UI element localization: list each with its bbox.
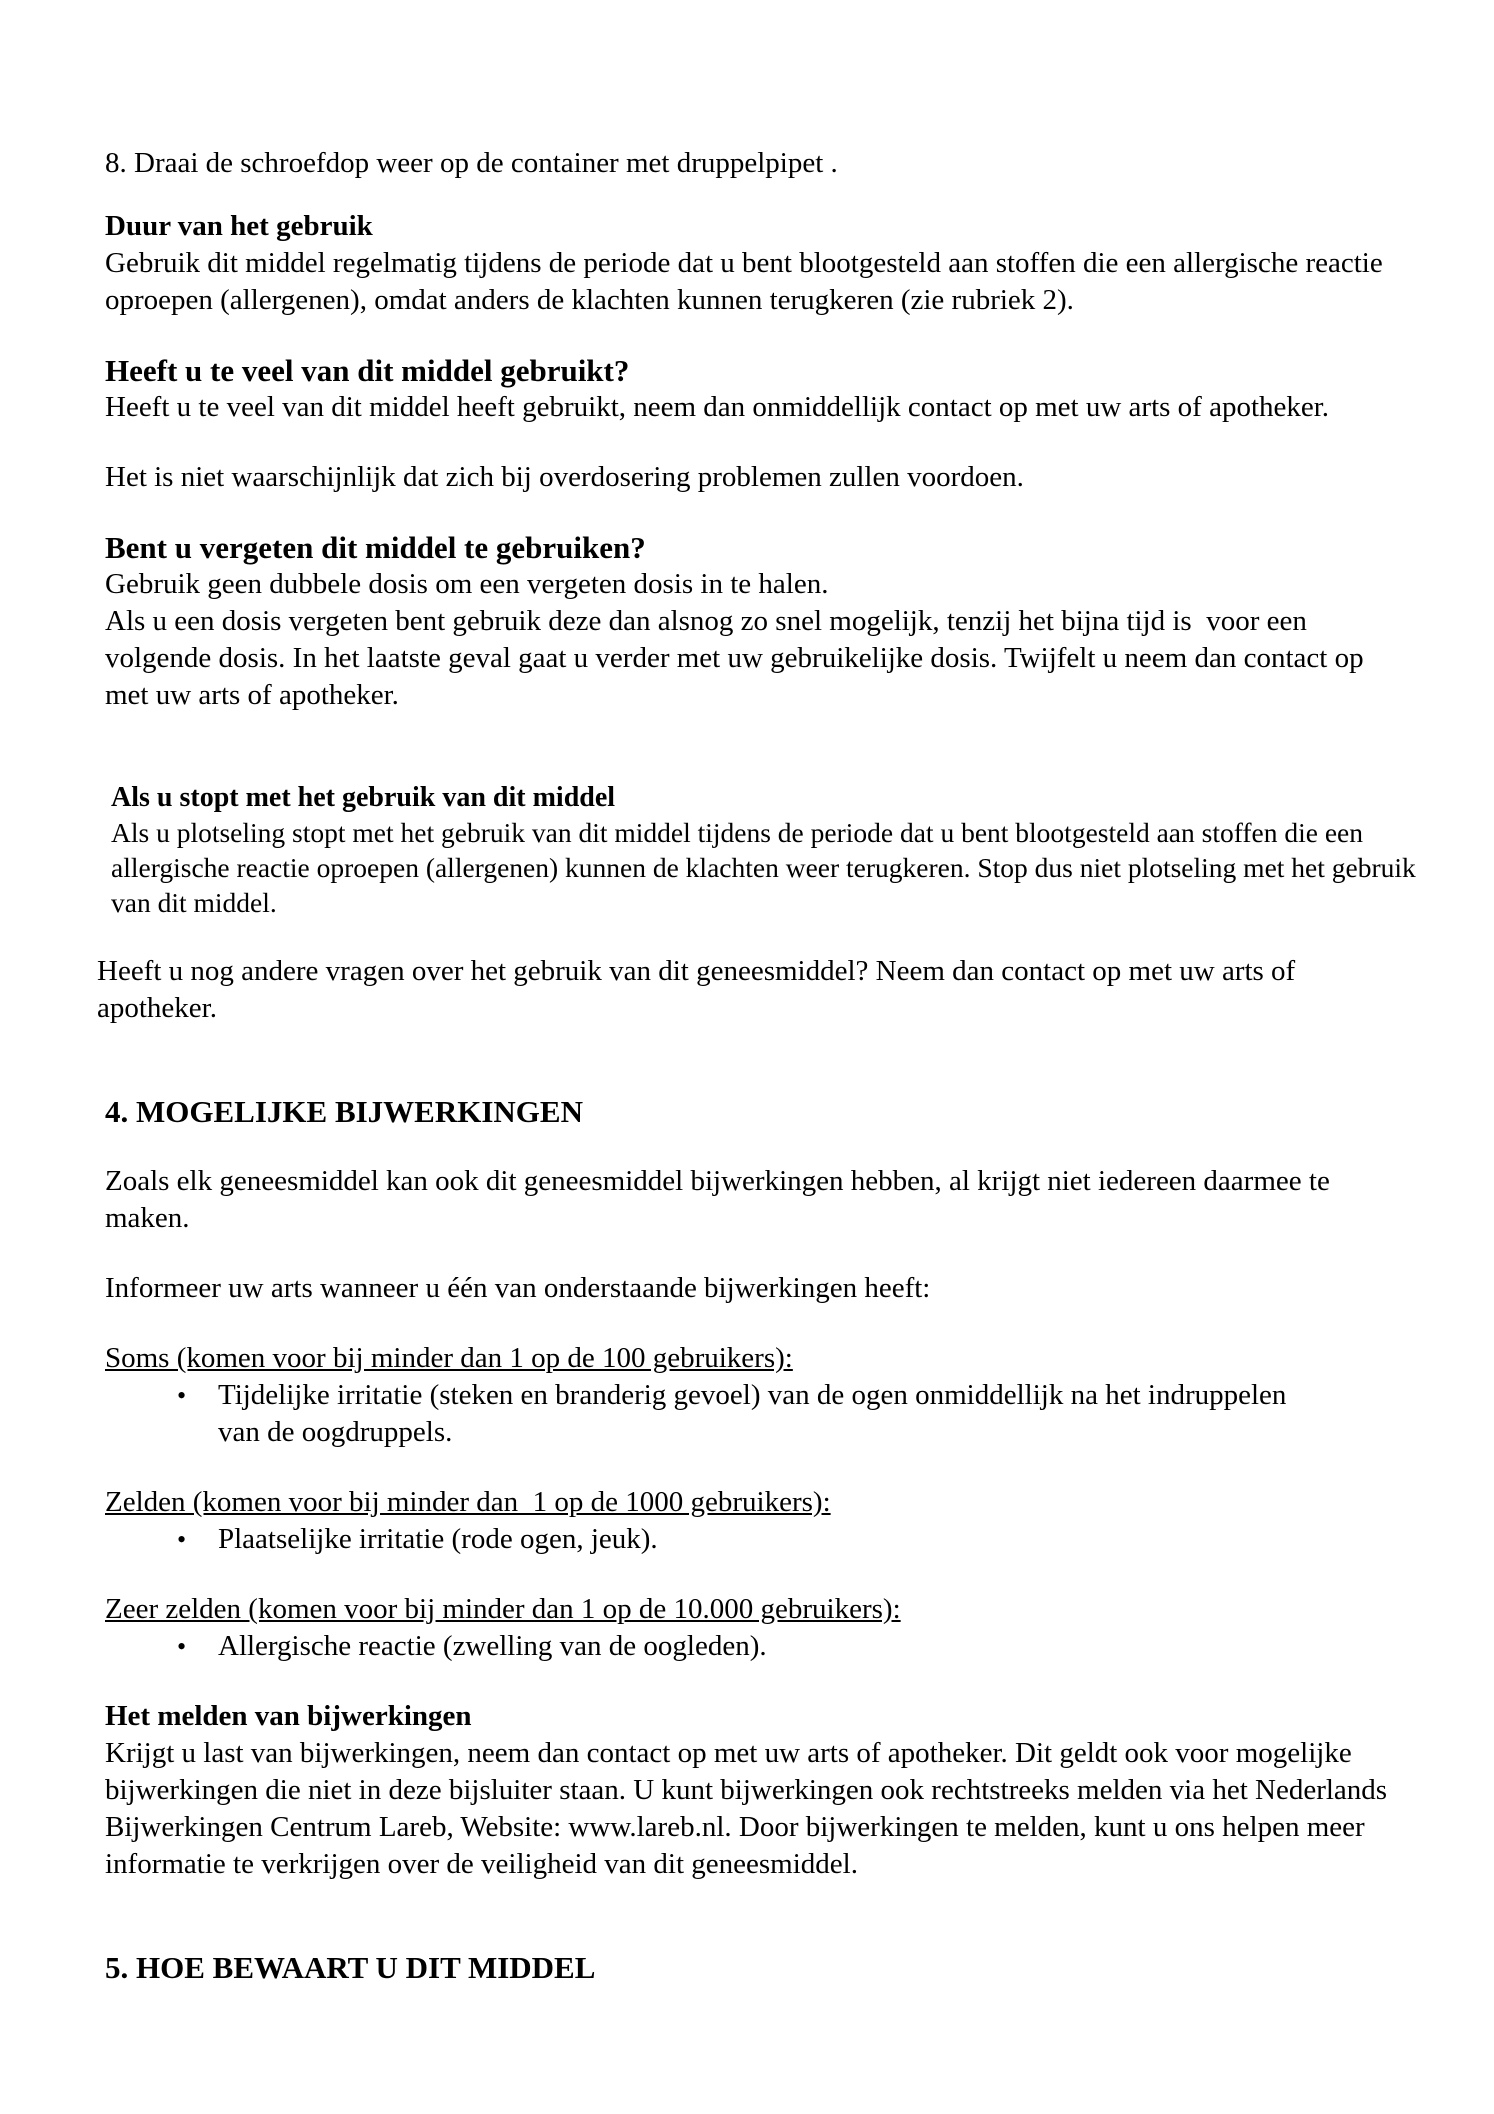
stopping-section bbox=[111, 780, 1456, 920]
section-4-heading: 4. MOGELIJKE BIJWERKINGEN bbox=[105, 1094, 583, 1129]
side-effect-zeer-zelden: Allergische reactie (zwelling van de oogleden). bbox=[218, 1630, 767, 1662]
other-questions-line: Heeft u nog andere vragen over het gebruik van dit geneesmiddel? Neem dan contact op met uw arts of apotheker. bbox=[97, 955, 1303, 1024]
forgotten-dose-body1: Gebruik geen dubbele dosis om een vergeten dosis in te halen. bbox=[105, 568, 829, 600]
forgotten-dose-heading: Bent u vergeten dit middel te gebruiken? bbox=[105, 530, 646, 565]
forgotten-dose-body2: Als u een dosis vergeten bent gebruik deze dan alsnog zo snel mogelijk, tenzij het bijna tijd is voor een volgende dosis. In het laatste geval gaat u verder met uw gebruikelijke dosis. Twijfelt u neem dan contact op met uw arts of apotheker. bbox=[105, 605, 1371, 711]
step-8-instruction: 8. Draai de schroefdop weer op de container met druppelpipet . bbox=[105, 147, 838, 179]
stopping-heading: Als u stopt met het gebruik van dit middel bbox=[111, 782, 616, 813]
section-4-intro1: Zoals elk geneesmiddel kan ook dit geneesmiddel bijwerkingen hebben, al krijgt niet iedereen daarmee te maken. bbox=[105, 1165, 1338, 1234]
section-4-intro2: Informeer uw arts wanneer u één van onderstaande bijwerkingen heeft: bbox=[105, 1272, 931, 1304]
overdose-heading: Heeft u te veel van dit middel gebruikt? bbox=[105, 353, 630, 388]
side-effect-zelden: Plaatselijke irritatie (rode ogen, jeuk). bbox=[218, 1523, 658, 1555]
bullet-icon: • bbox=[177, 1381, 187, 1410]
bullet-icon: • bbox=[177, 1632, 187, 1661]
reporting-heading: Het melden van bijwerkingen bbox=[105, 1700, 472, 1732]
side-effect-soms: Tijdelijke irritatie (steken en branderig gevoel) van de ogen onmiddellijk na het indruppelen van de oogdruppels. bbox=[218, 1379, 1287, 1448]
bullet-icon: • bbox=[177, 1525, 187, 1554]
duration-heading: Duur van het gebruik bbox=[105, 210, 373, 242]
list-item bbox=[105, 1377, 1394, 1451]
frequency-label-zeer-zelden: Zeer zelden (komen voor bij minder dan 1 op de 10.000 gebruikers): bbox=[105, 1593, 901, 1625]
overdose-note: Het is niet waarschijnlijk dat zich bij overdosering problemen zullen voordoen. bbox=[105, 461, 1024, 493]
list-item bbox=[105, 1521, 1394, 1558]
frequency-label-zelden: Zelden (komen voor bij minder dan 1 op de 1000 gebruikers): bbox=[105, 1486, 831, 1518]
frequency-label-soms: Soms (komen voor bij minder dan 1 op de 100 gebruikers): bbox=[105, 1342, 793, 1374]
overdose-body: Heeft u te veel van dit middel heeft gebruikt, neem dan onmiddellijk contact op met uw arts of apotheker. bbox=[105, 391, 1330, 423]
section-5-heading: 5. HOE BEWAART U DIT MIDDEL bbox=[105, 1950, 596, 1985]
list-item bbox=[105, 1628, 1394, 1665]
duration-body: Gebruik dit middel regelmatig tijdens de periode dat u bent blootgesteld aan stoffen die een allergische reactie oproepen (allergenen), omdat anders de klachten kunnen terugkeren (zie rubriek 2). bbox=[105, 247, 1390, 316]
stopping-body: Als u plotseling stopt met het gebruik van dit middel tijdens de periode dat u bent blootgesteld aan stoffen die een allergische reactie oproepen (allergenen) kunnen de klachten weer terugkeren. Stop dus niet plotseling met het gebruik van dit middel. bbox=[111, 817, 1423, 918]
reporting-body: Krijgt u last van bijwerkingen, neem dan contact op met uw arts of apotheker. Dit geldt ook voor mogelijke bijwerkingen die niet in deze bijsluiter staan. U kunt bijwerkingen ook rechtstreeks melden via het Nederlands Bijwerkingen Centrum Lareb, Website: www.lareb.nl. Door bijwerkingen te melden, kunt u ons helpen meer informatie te verkrijgen over de veiligheid van dit geneesmiddel. bbox=[105, 1737, 1395, 1880]
